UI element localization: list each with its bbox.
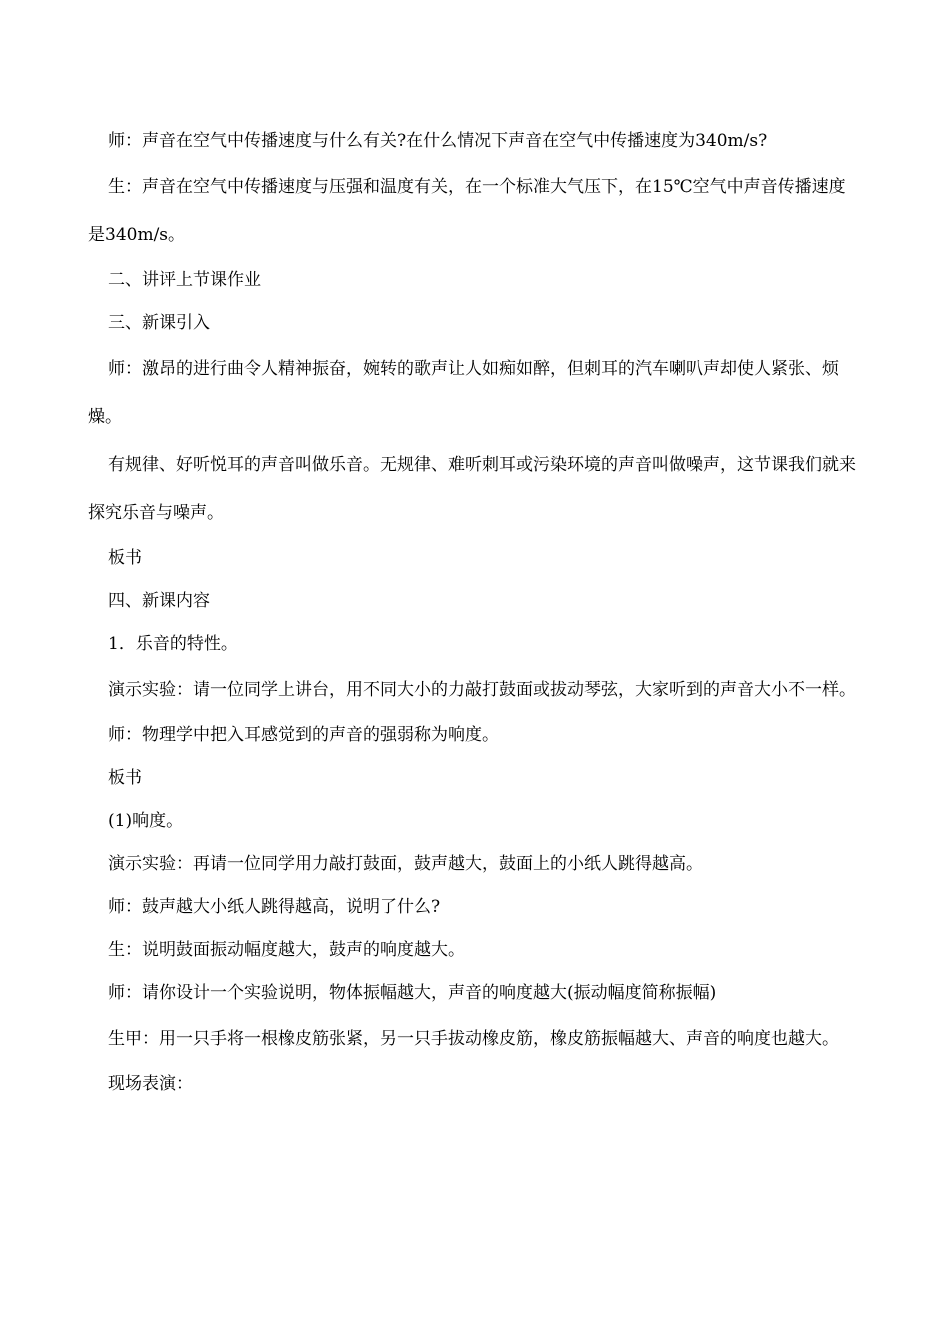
paragraph: 师：鼓声越大小纸人跳得越高，说明了什么? [108, 897, 441, 917]
paragraph: 演示实验：再请一位同学用力敲打鼓面，鼓声越大，鼓面上的小纸人跳得越高。 [108, 854, 703, 874]
section-heading: 二、讲评上节课作业 [108, 270, 261, 290]
subsection-heading: 1．乐音的特性。 [108, 634, 238, 654]
subsection-heading: (1)响度。 [108, 811, 184, 831]
paragraph: 师：物理学中把入耳感觉到的声音的强弱称为响度。 [108, 725, 499, 745]
paragraph: 板书 [108, 548, 142, 568]
document-body [88, 120, 858, 1106]
paragraph: 生：说明鼓面振动幅度越大，鼓声的响度越大。 [108, 940, 465, 960]
paragraph: 有规律、好听悦耳的声音叫做乐音。无规律、难听刺耳或污染环境的声音叫做噪声，这节课我们就来探究乐音与噪声。 [88, 455, 856, 523]
section-heading: 四、新课内容 [108, 591, 210, 611]
paragraph: 板书 [108, 768, 142, 788]
paragraph: 师：声音在空气中传播速度与什么有关?在什么情况下声音在空气中传播速度为340m/s? [108, 131, 768, 151]
paragraph: 演示实验：请一位同学上讲台，用不同大小的力敲打鼓面或拔动琴弦，大家听到的声音大小不一样。 [108, 680, 856, 700]
section-heading: 三、新课引入 [108, 313, 210, 333]
paragraph: 现场表演： [108, 1074, 193, 1094]
paragraph: 生甲：用一只手将一根橡皮筋张紧，另一只手拔动橡皮筋，橡皮筋振幅越大、声音的响度也越大。 [108, 1029, 839, 1049]
paragraph: 师：请你设计一个实验说明，物体振幅越大，声音的响度越大(振动幅度简称振幅) [108, 983, 717, 1003]
paragraph: 师：激昂的进行曲令人精神振奋，婉转的歌声让人如痴如醉，但刺耳的汽车喇叭声却使人紧张、烦燥。 [88, 359, 839, 427]
paragraph: 生：声音在空气中传播速度与压强和温度有关，在一个标准大气压下，在15℃空气中声音传播速度是340m/s。 [88, 177, 846, 245]
